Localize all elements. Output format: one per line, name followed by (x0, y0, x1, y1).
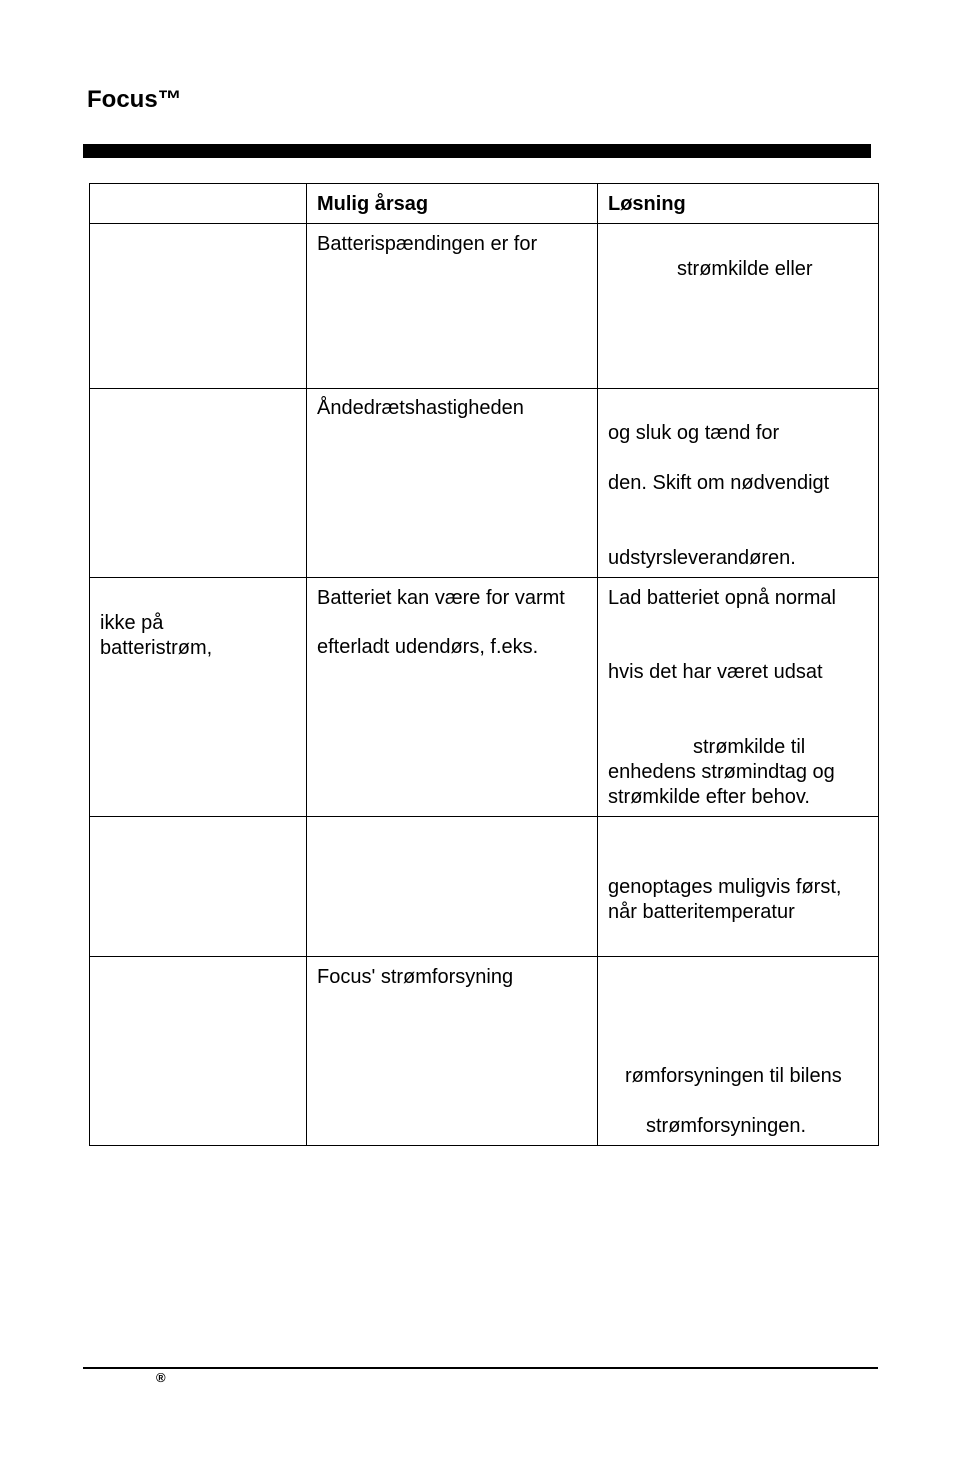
cell-problem: ikke på batteristrøm, (90, 578, 307, 817)
registered-mark: ® (156, 1370, 166, 1385)
troubleshooting-table (89, 183, 879, 1146)
cell-cause: Åndedrætshastigheden (307, 389, 598, 578)
header-cell-solution (598, 184, 879, 224)
cell-solution: Lad batteriet opnå normal hvis det har været udsat strømkilde til enhedens strømindtag og strømkilde efter behov. (598, 578, 879, 817)
table-row (90, 578, 879, 817)
column-header-cause: Mulig årsag (317, 193, 429, 215)
footer-rule (83, 1367, 878, 1369)
table-row (90, 817, 879, 957)
table-header-row (90, 184, 879, 224)
header-cell-cause (307, 184, 598, 224)
cell-problem (90, 389, 307, 578)
table-row (90, 224, 879, 389)
cell-problem (90, 817, 307, 957)
column-header-solution: Løsning (608, 193, 686, 215)
cell-solution: og sluk og tænd for den. Skift om nødvendigt udstyrsleverandøren. (598, 389, 879, 578)
cell-cause: Batterispændingen er for (307, 224, 598, 389)
cell-solution: genoptages muligvis først, når batteritemperatur (598, 817, 879, 957)
header-cell-problem (90, 184, 307, 224)
document-title: Focus™ (87, 86, 182, 113)
cell-problem (90, 224, 307, 389)
cell-cause: Focus' strømforsyning (307, 957, 598, 1146)
cell-solution: rømforsyningen til bilens strømforsyningen. (598, 957, 879, 1146)
cell-cause: Batteriet kan være for varmt efterladt udendørs, f.eks. (307, 578, 598, 817)
cell-solution: strømkilde eller (598, 224, 879, 389)
table-row (90, 957, 879, 1146)
cell-cause (307, 817, 598, 957)
header-rule (83, 144, 871, 158)
cell-problem (90, 957, 307, 1146)
table-row (90, 389, 879, 578)
